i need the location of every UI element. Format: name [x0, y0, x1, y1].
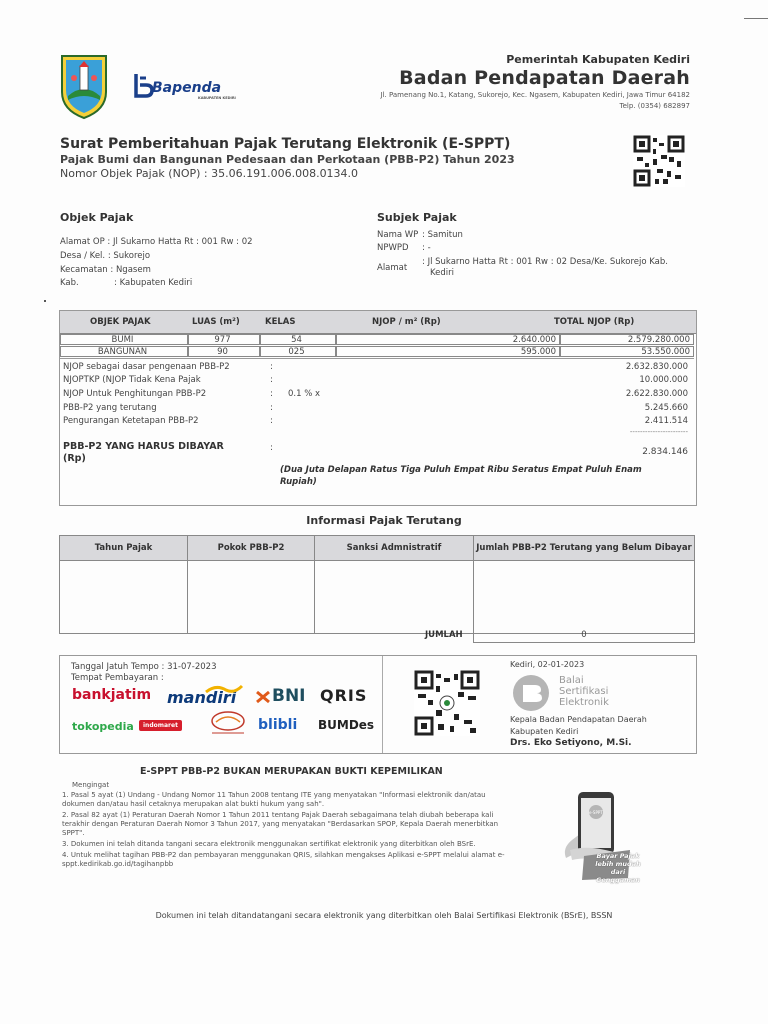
harus-dibayar-label: PBB-P2 YANG HARUS DIBAYAR (Rp): [63, 441, 224, 464]
kediri-date: Kediri, 02-01-2023: [510, 660, 585, 669]
bumdes-emblem-icon: [208, 710, 248, 736]
subjek-pajak-heading: Subjek Pajak: [377, 211, 457, 224]
scan-edge-line: [744, 18, 768, 19]
summary-tarif: 0.1 % x: [288, 389, 321, 399]
summary-colon-3: :: [270, 403, 273, 413]
phone-screen-label: e-SPPT: [589, 810, 603, 815]
tokopedia-logo: tokopedia: [72, 720, 134, 733]
info-heading: Informasi Pajak Terutang: [306, 514, 462, 527]
bsre-logo-icon: [511, 673, 551, 713]
objek-alamat: Alamat OP : Jl Sukarno Hatta Rt : 001 Rw : 02: [60, 237, 253, 247]
row2-objek: BANGUNAN: [60, 346, 188, 357]
agency-name: Badan Pendapatan Daerah: [399, 67, 690, 89]
objek-kab-value: : Kabupaten Kediri: [114, 278, 193, 288]
th-objek: OBJEK PAJAK: [90, 317, 151, 327]
summary-value-2: 2.622.830.000: [625, 389, 688, 399]
jumlah-value: 0: [473, 628, 695, 643]
summary-colon-1: :: [270, 375, 273, 385]
summary-dashes: -----------------------: [629, 428, 688, 436]
mandiri-logo: mandiri: [167, 688, 237, 707]
bsre-text: [559, 675, 609, 708]
subjek-alamat-value1: : Jl Sukarno Hatta Rt : 001 Rw : 02 Desa/Ke. Sukorejo Kab.: [422, 257, 668, 267]
bumdes-logo: BUMDes: [318, 718, 375, 732]
bsre-line3: Elektronik: [559, 697, 609, 708]
info-th-pokok: Pokok PBB-P2: [188, 536, 315, 561]
agency-phone: Telp. (0354) 682897: [619, 102, 690, 110]
summary-value-1: 10.000.000: [639, 375, 688, 385]
th-total: TOTAL NJOP (Rp): [554, 317, 635, 327]
agency-address: Jl. Pamenang No.1, Katang, Sukorejo, Kec. Ngasem, Kabupaten Kediri, Jawa Timur 64182: [380, 91, 690, 99]
th-luas: LUAS (m²): [192, 317, 240, 327]
row2-luas: 90: [188, 346, 260, 357]
footer-note: Dokumen ini telah ditandatangani secara elektronik yang diterbitkan oleh Balai Sertifikasi Elektronik (BSrE), BSSN: [155, 911, 613, 920]
row1-njop: 2.640.000: [336, 334, 560, 345]
th-kelas: KELAS: [265, 317, 296, 327]
qris-logo: QRIS: [320, 686, 368, 705]
kepala-kab: Kabupaten Kediri: [510, 727, 579, 736]
nop-line: Nomor Objek Pajak (NOP) : 35.06.191.006.008.0134.0: [60, 167, 359, 180]
objek-kecamatan: Kecamatan : Ngasem: [60, 265, 151, 275]
summary-colon-2: :: [270, 389, 273, 399]
bapenda-sub: KABUPATEN KEDIRI: [198, 96, 236, 100]
info-th-tahun: Tahun Pajak: [60, 536, 188, 561]
mengingat: Mengingat: [72, 781, 110, 789]
bsre-line1: Balai: [559, 675, 584, 686]
gov-line: Pemerintah Kabupaten Kediri: [506, 53, 690, 66]
kepala-title: Kepala Badan Pendapatan Daerah: [510, 715, 647, 724]
objek-kab-label: Kab.: [60, 278, 79, 288]
info-header-row: [60, 536, 695, 561]
objek-desa: Desa / Kel. : Sukorejo: [60, 251, 151, 261]
summary-label-1: NJOPTKP (NJOP Tidak Kena Pajak: [63, 375, 201, 385]
summary-label-4: Pengurangan Ketetapan PBB-P2: [63, 416, 199, 426]
kediri-crest-logo: [58, 52, 110, 120]
njop-table-header: [60, 311, 696, 334]
subjek-nama-value: : Samitun: [422, 230, 463, 240]
subjek-alamat-value2: Kediri: [430, 268, 454, 278]
info-th-jumlah: Jumlah PBB-P2 Terutang yang Belum Dibayar: [474, 536, 695, 561]
bukan-bukti-headline: E-SPPT PBB-P2 BUKAN MERUPAKAN BUKTI KEPEMILIKAN: [140, 766, 443, 777]
bapenda-brand: Bapenda: [152, 80, 222, 96]
summary-value-4: 2.411.514: [644, 416, 688, 426]
mandiri-wave-icon: [204, 684, 244, 694]
subjek-npwpd-value: : -: [422, 243, 431, 253]
harus-dibayar-value: 2.834.146: [642, 447, 688, 457]
qr-code-top: [633, 135, 685, 187]
note-item-4: 4. Untuk melihat tagihan PBB-P2 dan pembayaran menggunakan QRIS, silahkan mengakses Aplikasi e-SPPT melalui alamat e-sppt.kedirikab.go.id/tagihanpbb: [62, 851, 505, 868]
subjek-alamat-label: Alamat: [377, 263, 408, 273]
notes-list: [62, 791, 512, 869]
info-cell-sanksi: [315, 561, 474, 634]
info-th-sanksi: Sanksi Admnistratif: [315, 536, 474, 561]
summary-divider: [60, 358, 694, 359]
row1-kelas: 54: [260, 334, 336, 345]
row2-total: 53.550.000: [560, 346, 694, 357]
note-item-3: 3. Dokumen ini telah ditanda tangani secara elektronik menggunakan sertifikat elektronik yang diterbitkan oleh BSrE.: [62, 840, 476, 848]
summary-colon-0: :: [270, 362, 273, 372]
bankjatim-logo: bankjatim: [72, 687, 152, 703]
info-table: [59, 535, 695, 634]
subjek-nama-label: Nama WP: [377, 230, 419, 240]
njop-table: [59, 310, 697, 506]
summary-colon-4: :: [270, 416, 273, 426]
info-cell-tahun: [60, 561, 188, 634]
summary-label-0: NJOP sebagai dasar pengenaan PBB-P2: [63, 362, 230, 372]
summary-label-2: NJOP Untuk Penghitungan PBB-P2: [63, 389, 207, 399]
document-title: Surat Pemberitahuan Pajak Terutang Elektronik (E-SPPT): [60, 136, 511, 152]
subjek-npwpd-label: NPWPD: [377, 243, 409, 253]
harus-colon: :: [270, 443, 273, 453]
terbilang: (Dua Juta Delapan Ratus Tiga Puluh Empat Ribu Seratus Empat Puluh Enam Rupiah): [280, 465, 642, 487]
row2-njop: 595.000: [336, 346, 560, 357]
tempat-pembayaran: Tempat Pembayaran :: [71, 673, 164, 683]
info-empty-row: [60, 561, 695, 634]
bni-logo: BNI: [272, 686, 306, 706]
note-item-2: 2. Pasal 82 ayat (1) Peraturan Daerah Nomor 1 Tahun 2011 tentang Pajak Daerah sebagaimana telah diubah beberapa kali terakhir dengan Peraturan Daerah Nomor 3 Tahun 2017, yang menyatakan "Berdasarkan SPOP, Kepala Daerah menerbitkan SPPT".: [62, 811, 499, 837]
payment-divider: [382, 656, 383, 753]
jumlah-label: JUMLAH: [425, 630, 463, 640]
note-item-1: 1. Pasal 5 ayat (1) Undang - Undang Nomor 11 Tahun 2008 tentang ITE yang menyatakan "Informasi elektronik dan/atau dokumen dan/atau hasil cetaknya merupakan alat bukti hukum yang sah".: [62, 791, 486, 808]
summary-value-0: 2.632.830.000: [625, 362, 688, 372]
bni-mark-icon: [255, 690, 271, 704]
summary-value-3: 5.245.660: [644, 403, 688, 413]
row2-kelas: 025: [260, 346, 336, 357]
blibli-logo: blibli: [258, 717, 298, 733]
qris-code: [414, 670, 480, 736]
row1-total: 2.579.280.000: [560, 334, 694, 345]
document-subtitle: Pajak Bumi dan Bangunan Pedesaan dan Perkotaan (PBB-P2) Tahun 2023: [60, 153, 515, 166]
scan-dot: [44, 300, 46, 302]
th-njop: NJOP / m² (Rp): [372, 317, 441, 327]
objek-pajak-heading: Objek Pajak: [60, 211, 134, 224]
indomaret-logo: indomaret: [139, 720, 182, 731]
summary-label-3: PBB-P2 yang terutang: [63, 403, 157, 413]
document-title-block: [60, 136, 515, 180]
info-cell-pokok: [188, 561, 315, 634]
jatuh-tempo: Tanggal Jatuh Tempo : 31-07-2023: [71, 662, 217, 672]
phone-caption: Bayar Pajak lebih mudah dari Genggaman: [595, 852, 641, 884]
bsre-line2: Sertifikasi: [559, 686, 609, 697]
info-cell-jumlah: [474, 561, 695, 634]
signer-name: Drs. Eko Setiyono, M.Si.: [510, 738, 632, 748]
row1-luas: 977: [188, 334, 260, 345]
header-agency: [381, 53, 691, 111]
row1-objek: BUMI: [60, 334, 188, 345]
